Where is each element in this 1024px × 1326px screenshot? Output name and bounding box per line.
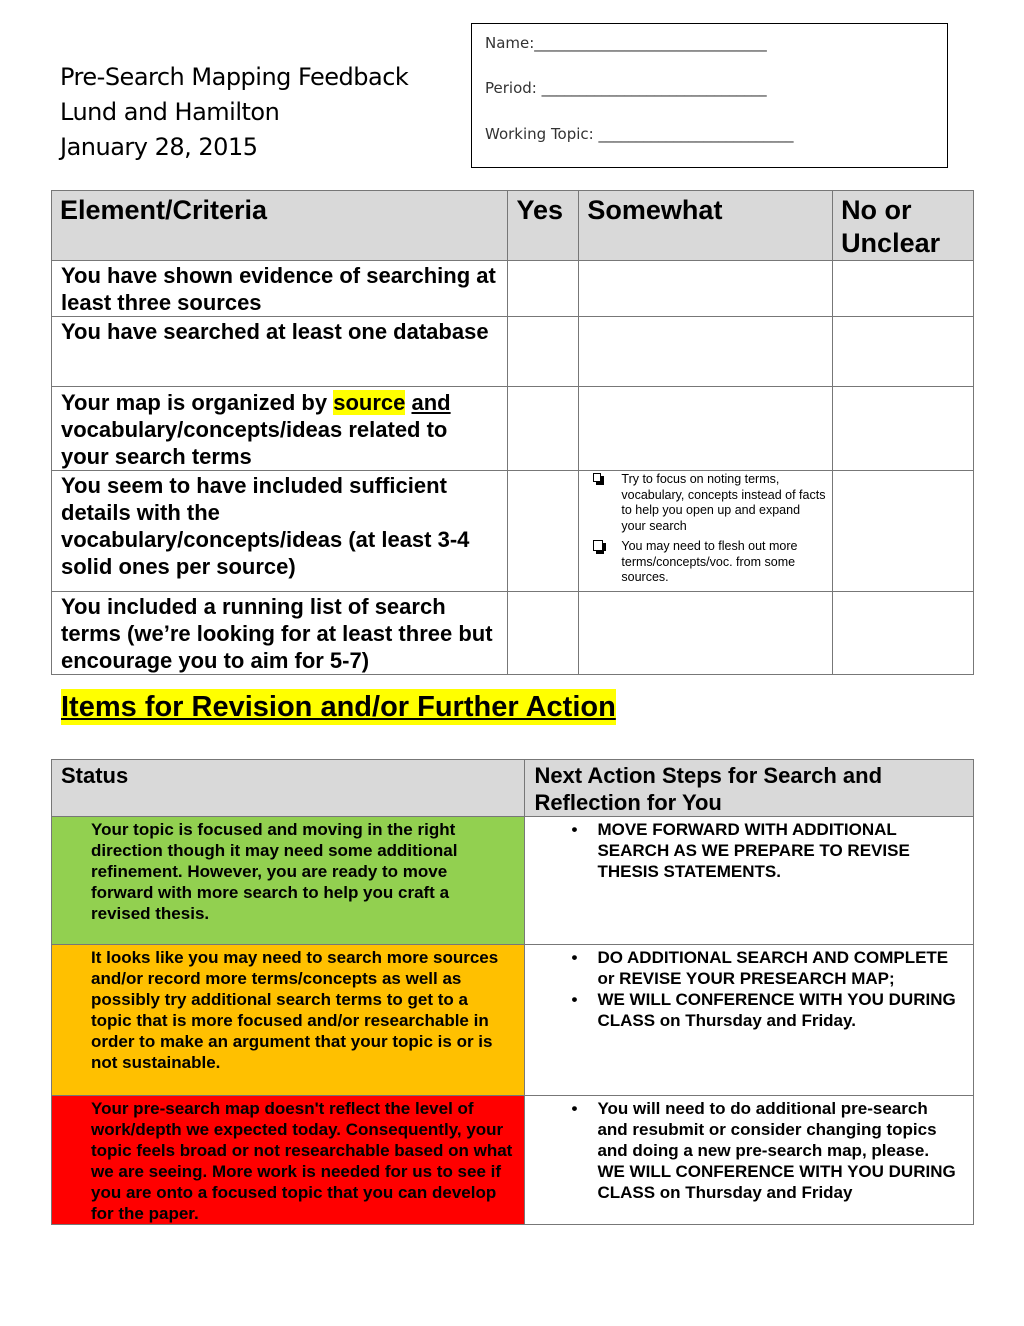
- yes-cell: [508, 591, 579, 674]
- steps-list: [525, 817, 973, 882]
- checkbox-icon: [593, 473, 601, 482]
- status-text: Your pre-search map doesn't reflect the level of work/depth we expected today. Consequently, your topic feels broad or not researchable based on what we are seeing. More work is needed for us to see if you are onto a focused topic that you can develop for the paper.: [52, 1096, 525, 1225]
- yes-cell: [508, 471, 579, 592]
- criteria-text: [52, 387, 508, 471]
- no-cell: [833, 387, 974, 471]
- somewhat-cell: [579, 471, 833, 592]
- steps-cell: [525, 817, 974, 945]
- somewhat-cell: [579, 317, 833, 387]
- somewhat-cell: [579, 387, 833, 471]
- authors-line: Lund and Hamilton: [60, 98, 280, 126]
- header-no-or-unclear: No or Unclear: [833, 191, 974, 261]
- document-title: [60, 60, 408, 165]
- somewhat-cell: [579, 591, 833, 674]
- somewhat-tips-list: [579, 472, 832, 586]
- status-row-red: [52, 1096, 974, 1225]
- tip-text: Try to focus on noting terms, vocabulary, concepts instead of facts to help you open up and expand your search: [621, 472, 826, 533]
- date-line: January 28, 2015: [60, 133, 258, 161]
- step-item: • MOVE FORWARD WITH ADDITIONAL SEARCH AS WE PREPARE TO REVISE THESIS STATEMENTS.: [597, 819, 957, 882]
- criteria-text: You seem to have included sufficient details with the vocabulary/concepts/ideas (at least 3-4 solid ones per source): [52, 471, 508, 592]
- steps-cell: [525, 1096, 974, 1225]
- tip-item: [607, 539, 826, 586]
- status-text: It looks like you may need to search more sources and/or record more terms/concepts as well as possibly try additional search terms to get to a topic that is more focused and/or researchable in order to make an argument that your topic is or is not sustainable.: [52, 945, 525, 1096]
- underlined-word: and: [411, 390, 451, 415]
- criteria-text-part: vocabulary/concepts/ideas related to your search terms: [61, 417, 448, 469]
- somewhat-cell: [579, 261, 833, 317]
- status-text: Your topic is focused and moving in the right direction though it may need some additional refinement. However, you are ready to move forward with more search to help you craft a revised thesis.: [52, 817, 525, 945]
- criteria-text: You included a running list of search terms (we’re looking for at least three but encourage you to aim for 5-7): [52, 591, 508, 674]
- yes-cell: [508, 387, 579, 471]
- criteria-header-row: [52, 191, 974, 261]
- header-next-action: Next Action Steps for Search and Reflection for You: [525, 760, 974, 817]
- student-info-box: [471, 23, 948, 168]
- highlighted-word: source: [333, 390, 406, 415]
- status-row-green: [52, 817, 974, 945]
- status-header-row: [52, 760, 974, 817]
- no-cell: [833, 317, 974, 387]
- header-yes: Yes: [508, 191, 579, 261]
- steps-list: [525, 1096, 973, 1203]
- steps-cell: [525, 945, 974, 1096]
- status-table: [51, 759, 974, 1225]
- tip-item: [607, 472, 826, 534]
- name-field: Name:_______________________________: [485, 34, 767, 52]
- step-item: • You will need to do additional pre-search and resubmit or consider changing topics and doing a new pre-search map, please. WE WILL CONFERENCE WITH YOU DURING CLASS on Thursday and Friday: [597, 1098, 957, 1203]
- header-status: Status: [52, 760, 525, 817]
- status-row-orange: [52, 945, 974, 1096]
- step-item: • WE WILL CONFERENCE WITH YOU DURING CLASS on Thursday and Friday.: [597, 989, 957, 1031]
- no-cell: [833, 471, 974, 592]
- criteria-row: [52, 471, 974, 592]
- checkbox-icon: [593, 540, 603, 551]
- yes-cell: [508, 317, 579, 387]
- criteria-text: You have searched at least one database: [52, 317, 508, 387]
- tip-text: You may need to flesh out more terms/concepts/voc. from some sources.: [621, 539, 798, 584]
- criteria-row: [52, 317, 974, 387]
- criteria-row: [52, 591, 974, 674]
- criteria-row: [52, 261, 974, 317]
- revision-heading: Items for Revision and/or Further Action: [61, 691, 616, 723]
- period-field: Period: ______________________________: [485, 79, 767, 97]
- yes-cell: [508, 261, 579, 317]
- criteria-text-part: Your map is organized by: [61, 390, 334, 415]
- criteria-row: [52, 387, 974, 471]
- step-item: • DO ADDITIONAL SEARCH AND COMPLETE or REVISE YOUR PRESEARCH MAP;: [597, 947, 957, 989]
- no-cell: [833, 261, 974, 317]
- header-element-criteria: Element/Criteria: [52, 191, 508, 261]
- header-somewhat: Somewhat: [579, 191, 833, 261]
- criteria-text: You have shown evidence of searching at least three sources: [52, 261, 508, 317]
- criteria-table: [51, 190, 974, 675]
- working-topic-field: Working Topic: __________________________: [485, 125, 794, 143]
- no-cell: [833, 591, 974, 674]
- steps-list: [525, 945, 973, 1031]
- title-line: Pre-Search Mapping Feedback: [60, 63, 409, 91]
